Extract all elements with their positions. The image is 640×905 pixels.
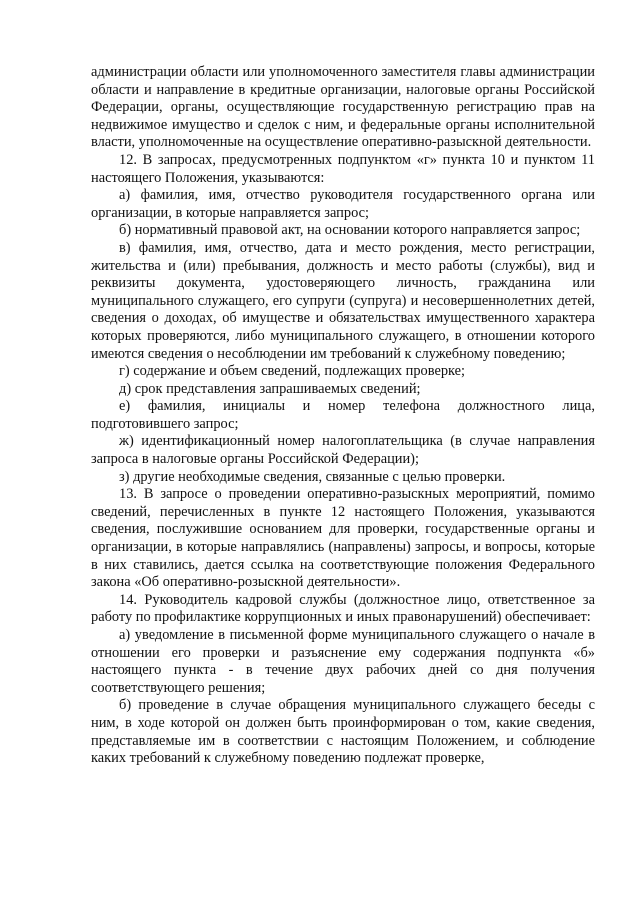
paragraph-12-g: г) содержание и объем сведений, подлежащих проверке; <box>119 363 466 380</box>
paragraph-12-zh: ж) идентификационный номер налогоплательщика (в случае направления запроса в налоговые органы Российской Федерации); <box>91 433 595 468</box>
paragraph-12-b: б) нормативный правовой акт, на основании которого направляется запрос; <box>119 222 581 239</box>
paragraph-12-e: е) фамилия, инициалы и номер телефона должностного лица, подготовившего запрос; <box>91 398 595 432</box>
paragraph-14-a: а) уведомление в письменной форме муниципального служащего о начале в отношении его проверки и разъяснение ему содержания подпункта «б» настоящего пункта - в течение двух рабочих дней со дня получения соответствующего решения; <box>91 627 595 696</box>
paragraph-12-v: в) фамилия, имя, отчество, дата и место рождения, место регистрации, жительства и (или) пребывания, должность и место работы (службы), вид и реквизиты документа, удостоверяющего личность, гражданина или муниципального служащего, его супруги (супруга) и несовершеннолетних детей, сведения о доходах, об имуществе и обязательствах имущественного характера которых проверяются, либо муниципального служащего, в отношении которого имеются сведения о несоблюдении им требований к служебному поведению; <box>91 239 595 362</box>
paragraph-12: 12. В запросах, предусмотренных подпунктом «г» пункта 10 и пунктом 11 настоящего Положения, указываются: <box>91 151 595 186</box>
paragraph-14: 14. Руководитель кадровой службы (должностное лицо, ответственное за работу по профилактике коррупционных и иных правонарушений) обеспечивает: <box>91 591 595 626</box>
paragraph-12-a: а) фамилия, имя, отчество руководителя государственного органа или организации, в которые направляется запрос; <box>91 187 595 221</box>
paragraph-13: 13. В запросе о проведении оперативно-разыскных мероприятий, помимо сведений, перечисленных в пункте 12 настоящего Положения, указываются сведения, послужившие основанием для проверки, государственные органы и организации, в которые направлялись (направлены) запросы, и вопросы, которые в них ставились, дается ссылка на соответствующие положения Федерального закона «Об оперативно-розыскной деятельности». <box>91 486 595 591</box>
paragraph-12-z: з) другие необходимые сведения, связанные с целью проверки. <box>119 468 506 485</box>
paragraph-14-b: б) проведение в случае обращения муниципального служащего беседы с ним, в ходе которой он должен быть проинформирован о том, какие сведения, представляемые им в соответствии с настоящим Положением, и соблюдение каких требований к служебному поведению подлежат проверке, <box>91 697 595 767</box>
document-page <box>91 64 595 768</box>
paragraph-continuation: администрации области или уполномоченного заместителя главы администрации области и направление в кредитные организации, налоговые органы Российской Федерации, органы, осуществляющие государственную регистрацию прав на недвижимое имущество и сделок с ним, и федеральные органы исполнительной власти, уполномоченные на осуществление оперативно-разыскной деятельности. <box>91 64 595 151</box>
paragraph-12-d: д) срок представления запрашиваемых сведений; <box>119 380 421 397</box>
